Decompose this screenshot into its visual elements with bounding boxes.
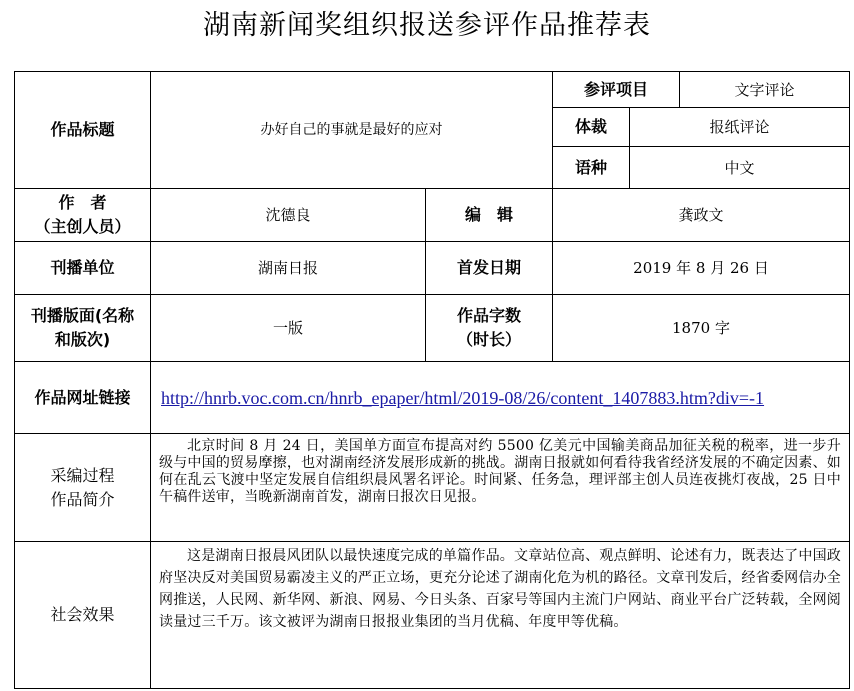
work-title-label: 作品标题 — [50, 120, 115, 139]
process-text: 北京时间 8 月 24 日，美国单方面宣布提高对约 5500 亿美元中国输美商品加征关税的税率，进一步升级与中国的贸易摩擦，也对湖南经济发展形成新的挑战。湖南日报就如何看待我省经济发展的不确定因素、如何在乱云飞渡中坚定发展自信组织晨风署名评论。时间紧、任务急，理评部主创人员连夜挑灯夜战，25 日中午稿件送审，当晚新湖南首发，湖南日报次日见报。 — [159, 438, 841, 505]
edition-value: 一版 — [272, 319, 303, 337]
process-label-line1: 采编过程 — [50, 465, 115, 485]
first-date-value: 2019 年 8 月 26 日 — [633, 259, 769, 277]
publisher-value: 湖南日报 — [257, 259, 318, 277]
genre-value: 报纸评论 — [709, 118, 770, 136]
word-count-label-line2: （时长） — [456, 330, 521, 349]
genre-label: 体裁 — [574, 117, 607, 136]
effect-label: 社会效果 — [50, 605, 115, 624]
effect-text: 这是湖南日报晨风团队以最快速度完成的单篇作品。文章站位高、观点鲜明、论述有力，既表达了中国政府坚决反对美国贸易霸凌主义的严正立场，更充分论述了湖南化危为机的路径。文章刊发后，经省委网信办全网推送，人民网、新华网、新浪、网易、今日头条、百家号等国内主流门户网站、商业平台广泛转载，全网阅读量过三千万。该文被评为湖南日报报业集团的当月优稿、年度甲等优稿。 — [159, 548, 841, 630]
word-count-label-line1: 作品字数 — [456, 306, 521, 325]
author-label-line2: （主创人员） — [34, 217, 131, 236]
first-date-label: 首发日期 — [456, 258, 521, 277]
work-url-link[interactable]: http://hnrb.voc.com.cn/hnrb_epaper/html/2019-08/26/content_1407883.htm?div=-1 — [161, 387, 765, 408]
publisher-label: 刊播单位 — [50, 258, 115, 277]
language-value: 中文 — [724, 158, 755, 177]
edition-label-line2: 和版次) — [54, 330, 111, 349]
edition-label-line1: 刊播版面(名称 — [30, 306, 135, 325]
url-label: 作品网址链接 — [34, 387, 131, 407]
author-label — [15, 189, 150, 241]
word-count-label — [426, 295, 552, 361]
table-border-right — [849, 71, 850, 689]
editor-label: 编 辑 — [464, 205, 513, 224]
process-label — [15, 434, 150, 541]
edition-label — [15, 295, 150, 361]
editor-value: 龚政文 — [678, 206, 724, 224]
category-label: 参评项目 — [583, 79, 648, 99]
language-label: 语种 — [574, 157, 607, 177]
table-border-bottom — [14, 688, 850, 689]
work-title-value: 办好自己的事就是最好的应对 — [260, 122, 443, 138]
process-label-line2: 作品简介 — [50, 489, 115, 509]
author-label-line1: 作 者 — [58, 193, 107, 212]
page-title: 湖南新闻奖组织报送参评作品推荐表 — [203, 10, 651, 41]
word-count-value: 1870 字 — [672, 319, 730, 337]
category-value: 文字评论 — [734, 80, 795, 99]
author-value: 沈德良 — [265, 206, 311, 224]
